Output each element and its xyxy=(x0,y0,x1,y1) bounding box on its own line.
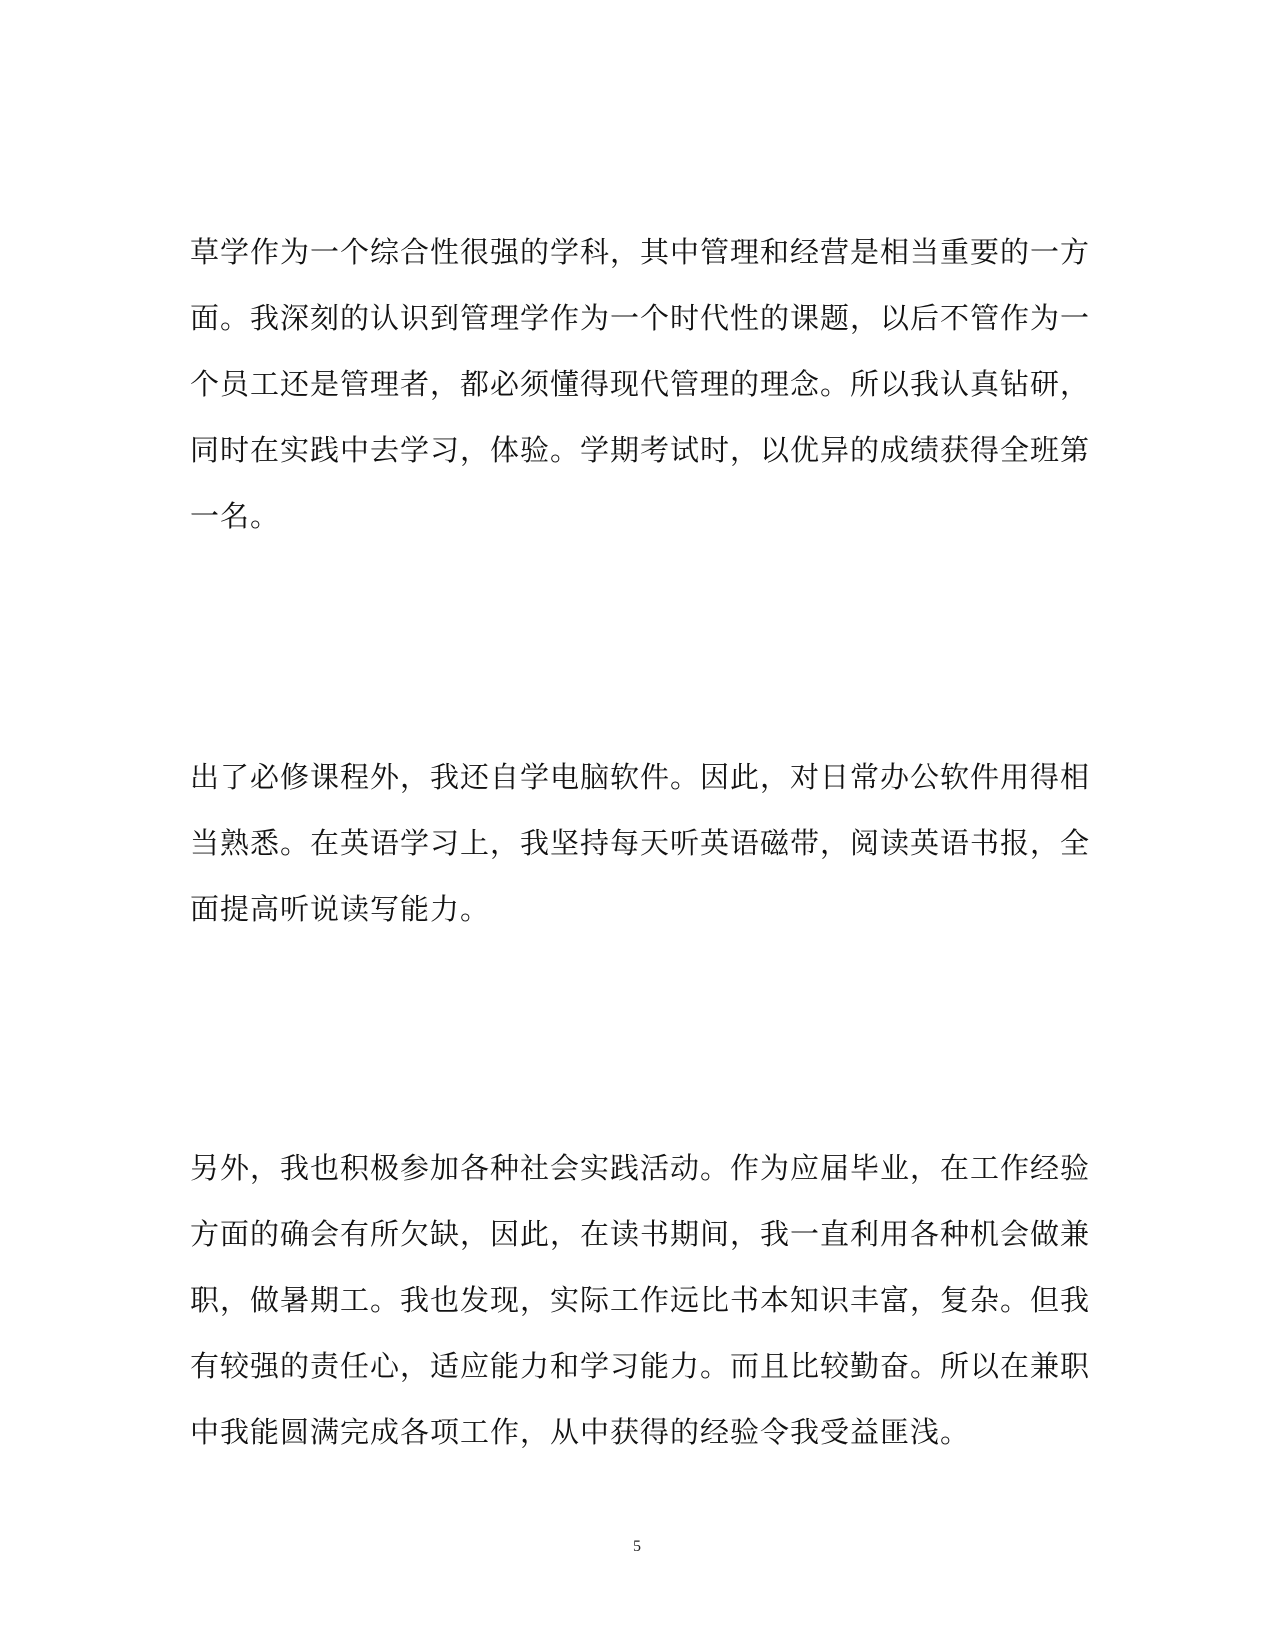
paragraph-line: 一名。 xyxy=(190,499,281,533)
paragraph-line: 当熟悉。在英语学习上，我坚持每天听英语磁带，阅读英语书报，全 xyxy=(190,826,1091,860)
paragraph-line: 同时在实践中去学习，体验。学期考试时，以优异的成绩获得全班第 xyxy=(190,433,1091,467)
paragraph-line: 方面的确会有所欠缺，因此，在读书期间，我一直利用各种机会做兼 xyxy=(190,1217,1091,1251)
paragraph-line: 职，做暑期工。我也发现，实际工作远比书本知识丰富，复杂。但我 xyxy=(190,1283,1091,1317)
paragraph-line: 有较强的责任心，适应能力和学习能力。而且比较勤奋。所以在兼职 xyxy=(190,1349,1091,1383)
paragraph-line: 另外，我也积极参加各种社会实践活动。作为应届毕业，在工作经验 xyxy=(190,1151,1091,1185)
paragraph-self-study xyxy=(190,744,1091,942)
paragraph-management-study xyxy=(190,219,1091,549)
paragraph-line: 出了必修课程外，我还自学电脑软件。因此，对日常办公软件用得相 xyxy=(190,760,1091,794)
paragraph-social-practice xyxy=(190,1135,1091,1465)
paragraph-line: 面提高听说读写能力。 xyxy=(190,892,491,926)
paragraph-line: 面。我深刻的认识到管理学作为一个时代性的课题，以后不管作为一 xyxy=(190,301,1091,335)
paragraph-line: 中我能圆满完成各项工作，从中获得的经验令我受益匪浅。 xyxy=(190,1415,971,1449)
paragraph-line: 个员工还是管理者，都必须懂得现代管理的理念。所以我认真钻研， xyxy=(190,367,1091,401)
page-number: 5 xyxy=(633,1538,641,1555)
paragraph-line: 草学作为一个综合性很强的学科，其中管理和经营是相当重要的一方 xyxy=(190,235,1091,269)
